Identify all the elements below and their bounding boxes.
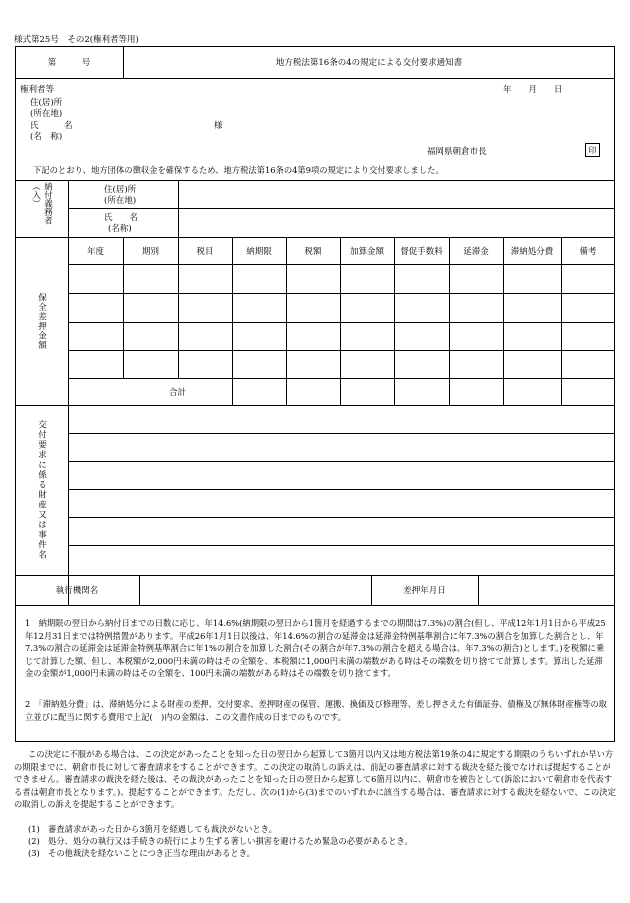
note-1: 1 納期限の翌日から納付日までの日数に応じ、年14.6%(納期限の翌日から1箇月を経過するまでの期間は7.3%)の割合(但し、平成12年1月1日から平成25年12月31日までは特例措置があります。平成26年1月1日以後は、年14.6%の割合の延滞金は延滞金特例基準割合に年7.3%の割合を加算した割合とし、年7.3%の割合の延滞金は延滞金特例基準割合に年1%の割合を加算した割合(その割合が年7.3%の割合を超える場合は、年7.3%の割合)とします。)を税額に乗じて計算した額、但し、本税額が2,000円未満の時はその全額を、本税額に1,000円未満の端数がある時はその端数を切り捨てて計算します。算出した延滞金の金額が1,000円未満の時はその全額を、100円未満の端数がある時はその端数を切り捨てます。: [25, 618, 606, 678]
note-2: 2 「滞納処分費」は、滞納処分による財産の差押、交付要求、差押財産の保管、運搬、換価及び修理等、差し押さえた有価証券、債権及び無体財産権等の取立並びに配当に関する費用で上記( )内の金額は、この文書作成の日までのものです。: [25, 699, 607, 722]
column-header: 納期限: [246, 246, 272, 257]
column-header: 延滞金: [463, 246, 489, 257]
taxpayer-address-label: 住(居)所: [104, 185, 137, 195]
appeal-item-1: (1) 審査請求があった日から3箇月を経過しても裁決がないとき。: [28, 824, 277, 834]
intro-text: 下記のとおり、地方団体の徴収金を確保するため、地方税法第16条の4第9項の規定により交付要求しました。: [33, 165, 444, 175]
issuer-name: 福岡県朝倉市長: [427, 147, 487, 157]
document-title: 地方税法第16条の4の規定による交付要求通知書: [275, 58, 463, 68]
column-header: 税額: [304, 246, 322, 257]
recipient-address-label: 住(居)所: [30, 98, 63, 108]
property-side-label: 交付要求に係る財産又は事件名: [36, 420, 47, 560]
appeal-instructions: この決定に不服がある場合は、この決定があったことを知った日の翌日から起算して3箇月以内又は地方税法第19条の4に規定する期限のうちいずれか早い方の期限までに、朝倉市長に対して審査請求をすることができます。この決定の取消しの訴えは、前記の審査請求に対する裁決を経た後でなければ提起することができません。審査請求の裁決を経た後は、その裁決があったことを知った日の翌日から起算して6箇月以内に、朝倉市を被告として(訴訟において朝倉市を代表する者は朝倉市長となります。)、提起することができます。ただし、次の(1)から(3)までのいずれかに該当する場合は、審査請求に対する裁決を経ないで、この決定の取消しの訴えを提起することができます。: [14, 749, 616, 809]
total-label: 合計: [168, 387, 186, 398]
recipient-label: 権利者等: [20, 85, 55, 95]
column-header: 年度: [86, 246, 104, 257]
number-label: 第 号: [47, 58, 91, 68]
amount-side-label: 保全差押金額: [36, 292, 47, 350]
agency-label: 執行機関名: [55, 586, 99, 596]
recipient-name-label: 氏 名: [30, 121, 73, 131]
taxpayer-side-label: 納付義務者（入）: [30, 182, 53, 225]
honorific: 様: [214, 121, 223, 131]
recipient-address-sub: (所在地): [30, 109, 63, 119]
seizure-date-label: 差押年月日: [403, 586, 446, 596]
appeal-item-3: (3) その他裁決を経ないことにつき正当な理由があるとき。: [28, 848, 255, 858]
column-header: 期別: [141, 246, 159, 257]
column-header: 督促手数料: [400, 246, 443, 257]
column-header: 加算金額: [349, 246, 384, 257]
column-header: 備考: [579, 246, 597, 257]
issue-date: 年 月 日: [503, 85, 563, 95]
taxpayer-name-sub: (名称): [108, 224, 132, 234]
column-header: 滞納処分費: [510, 246, 554, 257]
appeal-item-2: (2) 処分、処分の執行又は手続きの続行により生ずる著しい損害を避けるため緊急の必要があるとき。: [28, 836, 413, 846]
column-header: 税目: [196, 246, 214, 257]
form-id: 様式第25号 その2(権利者等用): [14, 35, 139, 45]
recipient-name-sub: (名 称): [30, 132, 63, 142]
taxpayer-address-sub: (所在地): [104, 196, 137, 206]
taxpayer-name-label: 氏 名: [104, 213, 139, 223]
seal-mark: 印: [585, 143, 600, 157]
